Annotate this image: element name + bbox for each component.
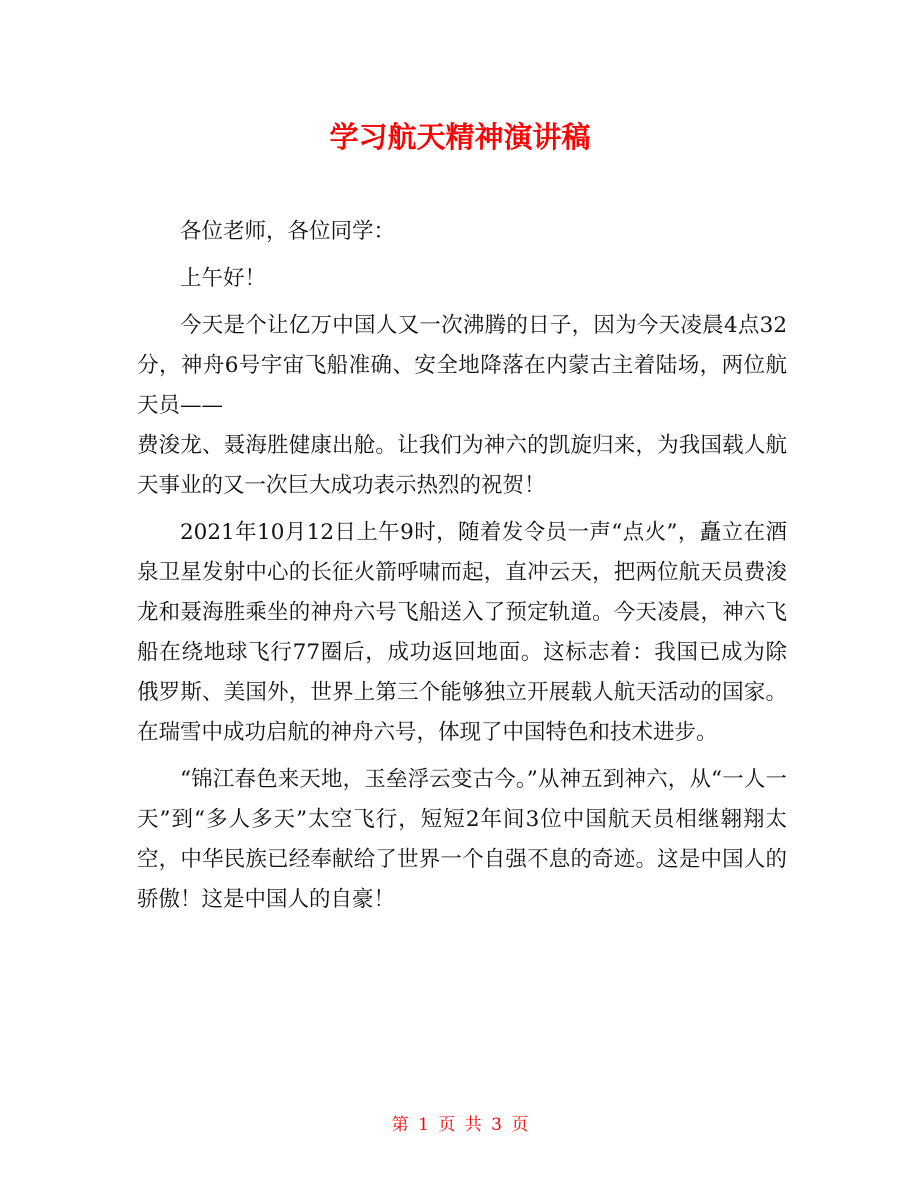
- paragraph-congratulations: 费浚龙、聂海胜健康出舱。让我们为神六的凯旋归来，为我国载人航天事业的又一次巨大成功表示热烈的祝贺！: [137, 433, 787, 498]
- paragraph-pride: “锦江春色来天地，玉垒浮云变古今。”从神五到神六，从“一人一天”到“多人多天”太空飞行，短短2年间3位中国航天员相继翱翔太空，中华民族已经奉献给了世界一个自强不息的奇迹。这是中国人的骄傲！这是中国人的自豪！: [137, 767, 787, 912]
- page-footer: 第 1 页 共 3 页: [391, 1115, 529, 1135]
- paragraph-landing: 今天是个让亿万中国人又一次沸腾的日子，因为今天凌晨4点32分，神舟6号宇宙飞船准确、安全地降落在内蒙古主着陆场，两位航天员——: [137, 313, 787, 418]
- document-title: 学习航天精神演讲稿: [329, 120, 591, 154]
- document-body: [137, 212, 787, 920]
- paragraph-launch: 2021年10月12日上午9时，随着发令员一声“点火”，矗立在酒泉卫星发射中心的长征火箭呼啸而起，直冲云天，把两位航天员费浚龙和聂海胜乘坐的神舟六号飞船送入了预定轨道。今天凌晨，神六飞船在绕地球飞行77圈后，成功返回地面。这标志着：我国已成为除俄罗斯、美国外，世界上第三个能够独立开展载人航天活动的国家。在瑞雪中成功启航的神舟六号，体现了中国特色和技术进步。: [137, 520, 787, 745]
- paragraph-greeting: 各位老师，各位同学：: [180, 219, 396, 244]
- paragraph-good-morning: 上午好！: [180, 266, 267, 291]
